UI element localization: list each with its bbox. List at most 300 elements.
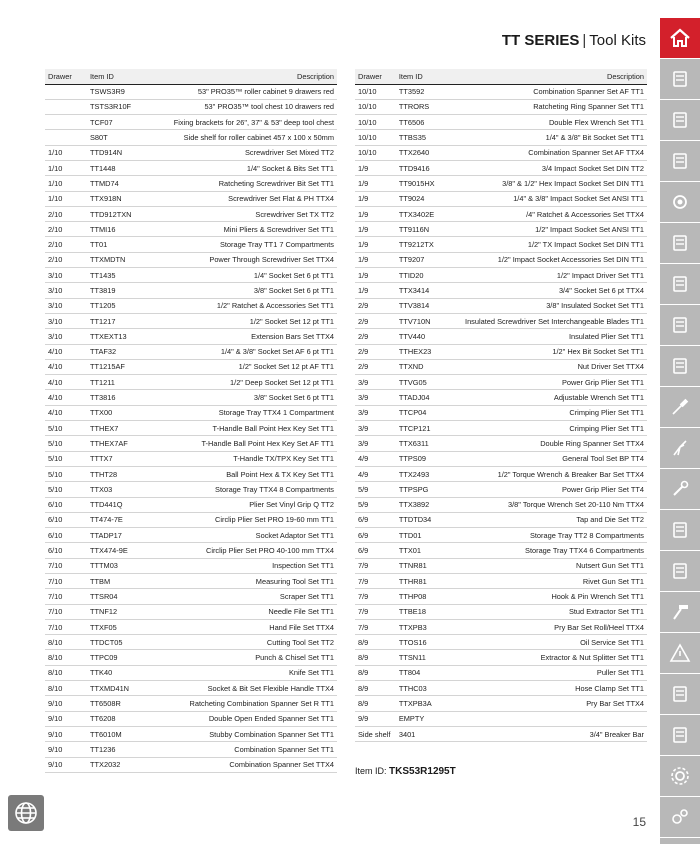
- contents-table-right: [355, 69, 647, 742]
- table-row: [45, 313, 337, 328]
- side-tab-screwdriver[interactable]: [660, 387, 700, 427]
- drawer-cell: 7/9: [355, 619, 396, 634]
- drawer-cell: 9/9: [355, 711, 396, 726]
- description-cell: Combination Spanner Set TTX4: [165, 757, 337, 772]
- home-icon: [668, 26, 692, 50]
- item-id-cell: TT3819: [87, 283, 165, 298]
- table-row: [355, 375, 647, 390]
- drawer-cell: 2/10: [45, 222, 87, 237]
- description-cell: Extension Bars Set TTX4: [165, 329, 337, 344]
- table-row: [45, 237, 337, 252]
- drawer-cell: 4/10: [45, 359, 87, 374]
- column-header-drawer: Drawer: [355, 69, 396, 84]
- drawer-cell: 7/10: [45, 619, 87, 634]
- header-title: [502, 32, 646, 49]
- item-id-cell: TTPSPG: [396, 482, 462, 497]
- drawer-cell: 5/10: [45, 436, 87, 451]
- item-id-cell: TT01: [87, 237, 165, 252]
- table-row: [45, 130, 337, 145]
- item-id-cell: TTPC09: [87, 650, 165, 665]
- drawer-cell: 2/9: [355, 359, 396, 374]
- item-id-cell: TT3816: [87, 390, 165, 405]
- item-id-cell: TTDCT05: [87, 635, 165, 650]
- item-id-cell: TTX3414: [396, 283, 462, 298]
- drawer-cell: 3/10: [45, 298, 87, 313]
- item-id-cell: TTOS16: [396, 635, 462, 650]
- storage-icon: [668, 149, 692, 173]
- description-cell: 1/2" Ratchet & Accessories Set TT1: [165, 298, 337, 313]
- kit-item-id-value: TKS53R1295T: [389, 766, 456, 777]
- drawer-cell: 5/10: [45, 466, 87, 481]
- drawer-cell: 8/10: [45, 665, 87, 680]
- table-row: [355, 665, 647, 680]
- description-cell: Puller Set TT1: [462, 665, 647, 680]
- table-row: [45, 482, 337, 497]
- drawer-cell: 4/9: [355, 466, 396, 481]
- description-cell: 1/4" & 3/8" Socket Set AF 6 pt TT1: [165, 344, 337, 359]
- drawer-cell: 1/9: [355, 206, 396, 221]
- drawer-cell: 10/10: [355, 84, 396, 99]
- column-header-item-id: Item ID: [396, 69, 462, 84]
- drawer-cell: [45, 130, 87, 145]
- item-id-cell: TT1211: [87, 375, 165, 390]
- table-row: [355, 313, 647, 328]
- warning-icon: [668, 641, 692, 665]
- drawer-cell: 7/10: [45, 604, 87, 619]
- description-cell: 53" PRO35™ roller cabinet 9 drawers red: [165, 84, 337, 99]
- side-tab-measure[interactable]: [660, 674, 700, 714]
- table-row: [45, 390, 337, 405]
- item-id-cell: TTID20: [396, 268, 462, 283]
- description-cell: Tap and Die Set TT2: [462, 512, 647, 527]
- side-tab-torque-wrench[interactable]: [660, 510, 700, 550]
- item-id-cell: TTX00: [87, 405, 165, 420]
- drawer-cell: 5/9: [355, 497, 396, 512]
- description-cell: 3/4" Socket Set 6 pt TTX4: [462, 283, 647, 298]
- description-cell: Nut Driver Set TTX4: [462, 359, 647, 374]
- drawer-cell: 1/9: [355, 252, 396, 267]
- language-button[interactable]: [8, 795, 44, 831]
- item-id-cell: TTMD74: [87, 176, 165, 191]
- item-id-cell: TTV440: [396, 329, 462, 344]
- description-cell: Socket & Bit Set Flexible Handle TTX4: [165, 681, 337, 696]
- description-cell: Extractor & Nut Splitter Set TT1: [462, 650, 647, 665]
- item-id-cell: TTHC03: [396, 681, 462, 696]
- item-id-cell: TTMI16: [87, 222, 165, 237]
- description-cell: [462, 711, 647, 726]
- screwdriver-icon: [668, 395, 692, 419]
- drawer-cell: 6/9: [355, 512, 396, 527]
- table-row: [355, 482, 647, 497]
- table-row: [355, 176, 647, 191]
- side-tab-tool-chest[interactable]: [660, 100, 700, 140]
- item-id-cell: TTVG05: [396, 375, 462, 390]
- item-id-cell: TTX6311: [396, 436, 462, 451]
- description-cell: 1/4" & 3/8" Bit Socket Set TT1: [462, 130, 647, 145]
- section-name: Tool Kits: [589, 32, 646, 49]
- description-cell: 1/2" Torque Wrench & Breaker Bar Set TTX4: [462, 466, 647, 481]
- grinder-icon: [668, 723, 692, 747]
- item-id-cell: TTTM03: [87, 558, 165, 573]
- column-header-item-id: Item ID: [87, 69, 165, 84]
- item-id-cell: TTPS09: [396, 451, 462, 466]
- side-tab-storage[interactable]: [660, 141, 700, 181]
- table-row: [45, 757, 337, 772]
- table-row: [355, 696, 647, 711]
- pliers-icon: [668, 436, 692, 460]
- drawer-cell: 8/9: [355, 696, 396, 711]
- description-cell: 1/2" Socket Set 12 pt TT1: [165, 313, 337, 328]
- gears-icon: [668, 805, 692, 829]
- side-tab-hammer[interactable]: [660, 592, 700, 632]
- side-tab-gear[interactable]: [660, 756, 700, 796]
- side-tab-gears[interactable]: [660, 797, 700, 837]
- side-tab-home[interactable]: [660, 18, 700, 58]
- drawer-cell: 5/10: [45, 451, 87, 466]
- description-cell: Circlip Plier Set PRO 40-100 mm TTX4: [165, 543, 337, 558]
- item-id-cell: TTX3402E: [396, 206, 462, 221]
- description-cell: 3/8" & 1/2" Hex Impact Socket Set DIN TT1: [462, 176, 647, 191]
- item-id-cell: TTCP121: [396, 421, 462, 436]
- drawer-cell: [45, 84, 87, 99]
- drawer-cell: 5/9: [355, 482, 396, 497]
- item-id-cell: TTNR81: [396, 558, 462, 573]
- description-cell: Side shelf for roller cabinet 457 x 100 x 50mm: [165, 130, 337, 145]
- table-row: [45, 543, 337, 558]
- crimper-icon: [668, 559, 692, 583]
- description-cell: Adjustable Wrench Set TT1: [462, 390, 647, 405]
- item-id-cell: TCF07: [87, 115, 165, 130]
- table-row: [355, 512, 647, 527]
- description-cell: Storage Tray TTX4 6 Compartments: [462, 543, 647, 558]
- table-row: [45, 283, 337, 298]
- description-cell: Screwdriver Set TX TT2: [165, 206, 337, 221]
- table-row: [45, 436, 337, 451]
- drawer-cell: 1/9: [355, 160, 396, 175]
- description-cell: Mini Pliers & Screwdriver Set TT1: [165, 222, 337, 237]
- kit-item-id: [355, 766, 456, 777]
- table-row: [45, 359, 337, 374]
- drawer-cell: 1/9: [355, 237, 396, 252]
- table-row: [355, 84, 647, 99]
- description-cell: 1/2" Impact Socket Set ANSI TT1: [462, 222, 647, 237]
- description-cell: Power Through Screwdriver Set TTX4: [165, 252, 337, 267]
- side-tab-drawers[interactable]: [660, 223, 700, 263]
- side-tab-bar: [660, 18, 700, 844]
- table-row: [355, 543, 647, 558]
- drawer-cell: 6/10: [45, 497, 87, 512]
- side-tab-roller-cabinet[interactable]: [660, 59, 700, 99]
- table-row: [45, 421, 337, 436]
- description-cell: T-Handle Ball Point Hex Key Set AF TT1: [165, 436, 337, 451]
- drawer-cell: 4/10: [45, 375, 87, 390]
- drawer-cell: 3/9: [355, 375, 396, 390]
- table-row: [45, 589, 337, 604]
- item-id-cell: TTD912TXN: [87, 206, 165, 221]
- item-id-cell: TSTS3R10F: [87, 99, 165, 114]
- item-id-cell: TTRORS: [396, 99, 462, 114]
- drawer-cell: 10/10: [355, 115, 396, 130]
- description-cell: Plier Set Vinyl Grip Q TT2: [165, 497, 337, 512]
- drawer-cell: 1/10: [45, 160, 87, 175]
- description-cell: Hose Clamp Set TT1: [462, 681, 647, 696]
- drawer-cell: 4/10: [45, 390, 87, 405]
- drawer-cell: 6/9: [355, 528, 396, 543]
- description-cell: Ratcheting Combination Spanner Set R TT1: [165, 696, 337, 711]
- drawer-cell: 7/10: [45, 574, 87, 589]
- description-cell: Pry Bar Set TTX4: [462, 696, 647, 711]
- drawer-cell: 7/10: [45, 589, 87, 604]
- drawer-cell: 5/10: [45, 482, 87, 497]
- table-row: [355, 436, 647, 451]
- description-cell: General Tool Set BP TT4: [462, 451, 647, 466]
- item-id-cell: TSWS3R9: [87, 84, 165, 99]
- drawer-cell: 9/10: [45, 757, 87, 772]
- description-cell: Fixing brackets for 26", 37" & 53" deep tool chest: [165, 115, 337, 130]
- description-cell: Inspection Set TT1: [165, 558, 337, 573]
- description-cell: Ratcheting Ring Spanner Set TT1: [462, 99, 647, 114]
- drawer-cell: 4/10: [45, 344, 87, 359]
- description-cell: Power Grip Plier Set TT1: [462, 375, 647, 390]
- table-row: [45, 558, 337, 573]
- drawer-cell: 1/9: [355, 191, 396, 206]
- drawer-cell: 1/10: [45, 145, 87, 160]
- description-cell: Knife Set TT1: [165, 665, 337, 680]
- table-row: [45, 206, 337, 221]
- table-row: [355, 421, 647, 436]
- drawer-cell: 6/10: [45, 512, 87, 527]
- description-cell: Screwdriver Set Flat & PH TTX4: [165, 191, 337, 206]
- description-cell: Socket Adaptor Set TT1: [165, 528, 337, 543]
- item-id-cell: TTX01: [396, 543, 462, 558]
- item-id-cell: TTX2032: [87, 757, 165, 772]
- item-id-cell: TT9207: [396, 252, 462, 267]
- item-id-cell: TT1435: [87, 268, 165, 283]
- description-cell: 3/8" Torque Wrench Set 20-110 Nm TTX4: [462, 497, 647, 512]
- item-id-cell: TT9212TX: [396, 237, 462, 252]
- drawer-cell: 6/9: [355, 543, 396, 558]
- table-row: [355, 145, 647, 160]
- drawer-cell: 2/9: [355, 313, 396, 328]
- socket-icon: [668, 190, 692, 214]
- table-row: [45, 405, 337, 420]
- item-id-cell: TT9024: [396, 191, 462, 206]
- table-row: [45, 145, 337, 160]
- table-header-row: [45, 69, 337, 84]
- drawer-cell: 8/9: [355, 635, 396, 650]
- drawer-cell: [45, 115, 87, 130]
- description-cell: Screwdriver Set Mixed TT2: [165, 145, 337, 160]
- item-id-cell: TTADJ04: [396, 390, 462, 405]
- description-cell: 1/2" Deep Socket Set 12 pt TT1: [165, 375, 337, 390]
- description-cell: 1/4" & 3/8" Impact Socket Set ANSI TT1: [462, 191, 647, 206]
- item-id-cell: TT1215AF: [87, 359, 165, 374]
- description-cell: Double Open Ended Spanner Set TT1: [165, 711, 337, 726]
- description-cell: Rivet Gun Set TT1: [462, 574, 647, 589]
- item-id-cell: TTV3814: [396, 298, 462, 313]
- item-id-cell: TT1205: [87, 298, 165, 313]
- table-row: [45, 222, 337, 237]
- drawer-cell: [45, 99, 87, 114]
- table-row: [355, 344, 647, 359]
- page-number: 15: [632, 815, 646, 829]
- column-header-description: Description: [462, 69, 647, 84]
- description-cell: 1/2" Impact Socket Accessories Set DIN TT1: [462, 252, 647, 267]
- drawer-cell: 2/10: [45, 252, 87, 267]
- side-tab-wrench[interactable]: [660, 469, 700, 509]
- drawer-cell: 7/9: [355, 589, 396, 604]
- table-row: [355, 390, 647, 405]
- table-row: [45, 528, 337, 543]
- drawer-cell: 1/9: [355, 268, 396, 283]
- item-id-cell: TTX474-9E: [87, 543, 165, 558]
- description-cell: 1/2" Socket Set 12 pt AF TT1: [165, 359, 337, 374]
- drawer-cell: 4/10: [45, 405, 87, 420]
- drawer-cell: 1/10: [45, 176, 87, 191]
- item-id-cell: TTXPB3: [396, 619, 462, 634]
- table-row: [355, 115, 647, 130]
- drawer-cell: 7/9: [355, 558, 396, 573]
- table-row: [355, 681, 647, 696]
- table-row: [45, 711, 337, 726]
- table-row: [45, 160, 337, 175]
- item-id-cell: TTX918N: [87, 191, 165, 206]
- description-cell: Cutting Tool Set TT2: [165, 635, 337, 650]
- drawer-cell: 8/9: [355, 665, 396, 680]
- item-id-cell: TTBM: [87, 574, 165, 589]
- description-cell: Hook & Pin Wrench Set TT1: [462, 589, 647, 604]
- description-cell: 1/4" Socket & Bits Set TT1: [165, 160, 337, 175]
- side-tab-sockets-group[interactable]: [660, 346, 700, 386]
- torque-wrench-icon: [668, 518, 692, 542]
- table-row: [45, 619, 337, 634]
- item-id-cell: TT1236: [87, 742, 165, 757]
- drawer-cell: 3/9: [355, 436, 396, 451]
- side-tab-jack[interactable]: [660, 838, 700, 844]
- table-row: [45, 84, 337, 99]
- table-row: [45, 191, 337, 206]
- description-cell: 3/8" Socket Set 6 pt TT1: [165, 283, 337, 298]
- description-cell: Oil Service Set TT1: [462, 635, 647, 650]
- table-row: [355, 283, 647, 298]
- item-id-cell: TTX2640: [396, 145, 462, 160]
- drawer-cell: 9/10: [45, 726, 87, 741]
- item-id-cell: TTHEX23: [396, 344, 462, 359]
- side-tab-grinder[interactable]: [660, 715, 700, 755]
- item-id-cell: TTBE18: [396, 604, 462, 619]
- description-cell: /4" Ratchet & Accessories Set TTX4: [462, 206, 647, 221]
- side-tab-crimper[interactable]: [660, 551, 700, 591]
- description-cell: Needle File Set TT1: [165, 604, 337, 619]
- drawer-cell: 1/10: [45, 191, 87, 206]
- item-id-cell: TTD914N: [87, 145, 165, 160]
- table-row: [45, 604, 337, 619]
- item-id-cell: TTD01: [396, 528, 462, 543]
- table-row: [355, 191, 647, 206]
- drawer-cell: 9/10: [45, 711, 87, 726]
- table-row: [45, 329, 337, 344]
- table-row: [45, 726, 337, 741]
- drawer-cell: 9/10: [45, 696, 87, 711]
- globe-icon: [13, 800, 39, 826]
- description-cell: Hand File Set TTX4: [165, 619, 337, 634]
- side-tab-socket[interactable]: [660, 182, 700, 222]
- measure-icon: [668, 682, 692, 706]
- item-id-cell: TT1217: [87, 313, 165, 328]
- table-row: [45, 681, 337, 696]
- item-id-cell: TTXF05: [87, 619, 165, 634]
- drawer-cell: 7/9: [355, 574, 396, 589]
- ratchet-icon: [668, 313, 692, 337]
- item-id-cell: TTX3892: [396, 497, 462, 512]
- description-cell: Storage Tray TT2 8 Compartments: [462, 528, 647, 543]
- item-id-cell: TTD441Q: [87, 497, 165, 512]
- hammer-icon: [668, 600, 692, 624]
- item-id-cell: TTHEX7: [87, 421, 165, 436]
- item-id-cell: TTXMDTN: [87, 252, 165, 267]
- drawer-cell: 10/10: [355, 99, 396, 114]
- item-id-cell: TTXPB3A: [396, 696, 462, 711]
- table-row: [45, 650, 337, 665]
- side-tab-warning[interactable]: [660, 633, 700, 673]
- item-id-cell: TTXND: [396, 359, 462, 374]
- table-row: [355, 466, 647, 481]
- sockets-group-icon: [668, 354, 692, 378]
- description-cell: Storage Tray TT1 7 Compartments: [165, 237, 337, 252]
- item-id-cell: TTBS35: [396, 130, 462, 145]
- table-row: [355, 497, 647, 512]
- table-row: [45, 696, 337, 711]
- table-row: [45, 665, 337, 680]
- side-tab-ratchet[interactable]: [660, 305, 700, 345]
- description-cell: Combination Spanner Set TT1: [165, 742, 337, 757]
- description-cell: Scraper Set TT1: [165, 589, 337, 604]
- item-id-cell: TTXEXT13: [87, 329, 165, 344]
- item-id-cell: TT6010M: [87, 726, 165, 741]
- description-cell: 3/8" Socket Set 6 pt TT1: [165, 390, 337, 405]
- table-row: [355, 298, 647, 313]
- side-tab-pliers[interactable]: [660, 428, 700, 468]
- table-row: [45, 742, 337, 757]
- item-id-cell: TTCP04: [396, 405, 462, 420]
- drawer-cell: 1/9: [355, 176, 396, 191]
- table-row: [355, 206, 647, 221]
- item-id-cell: TTV710N: [396, 313, 462, 328]
- description-cell: 3/4" Breaker Bar: [462, 726, 647, 741]
- table-row: [355, 635, 647, 650]
- table-row: [45, 252, 337, 267]
- table-row: [45, 451, 337, 466]
- item-id-cell: TT1448: [87, 160, 165, 175]
- table-row: [355, 589, 647, 604]
- description-cell: Nutsert Gun Set TT1: [462, 558, 647, 573]
- table-row: [355, 237, 647, 252]
- drawer-cell: 2/9: [355, 329, 396, 344]
- drawer-cell: 10/10: [355, 130, 396, 145]
- description-cell: 3/4 Impact Socket Set DIN TT2: [462, 160, 647, 175]
- drawer-cell: 1/9: [355, 283, 396, 298]
- description-cell: Pry Bar Set Roll/Heel TTX4: [462, 619, 647, 634]
- item-id-cell: TT6506: [396, 115, 462, 130]
- table-row: [45, 635, 337, 650]
- table-row: [355, 711, 647, 726]
- drawer-cell: 6/10: [45, 528, 87, 543]
- drawer-cell: 7/10: [45, 558, 87, 573]
- side-tab-tool-rack[interactable]: [660, 264, 700, 304]
- table-row: [45, 512, 337, 527]
- drawer-cell: 7/9: [355, 604, 396, 619]
- tool-chest-icon: [668, 108, 692, 132]
